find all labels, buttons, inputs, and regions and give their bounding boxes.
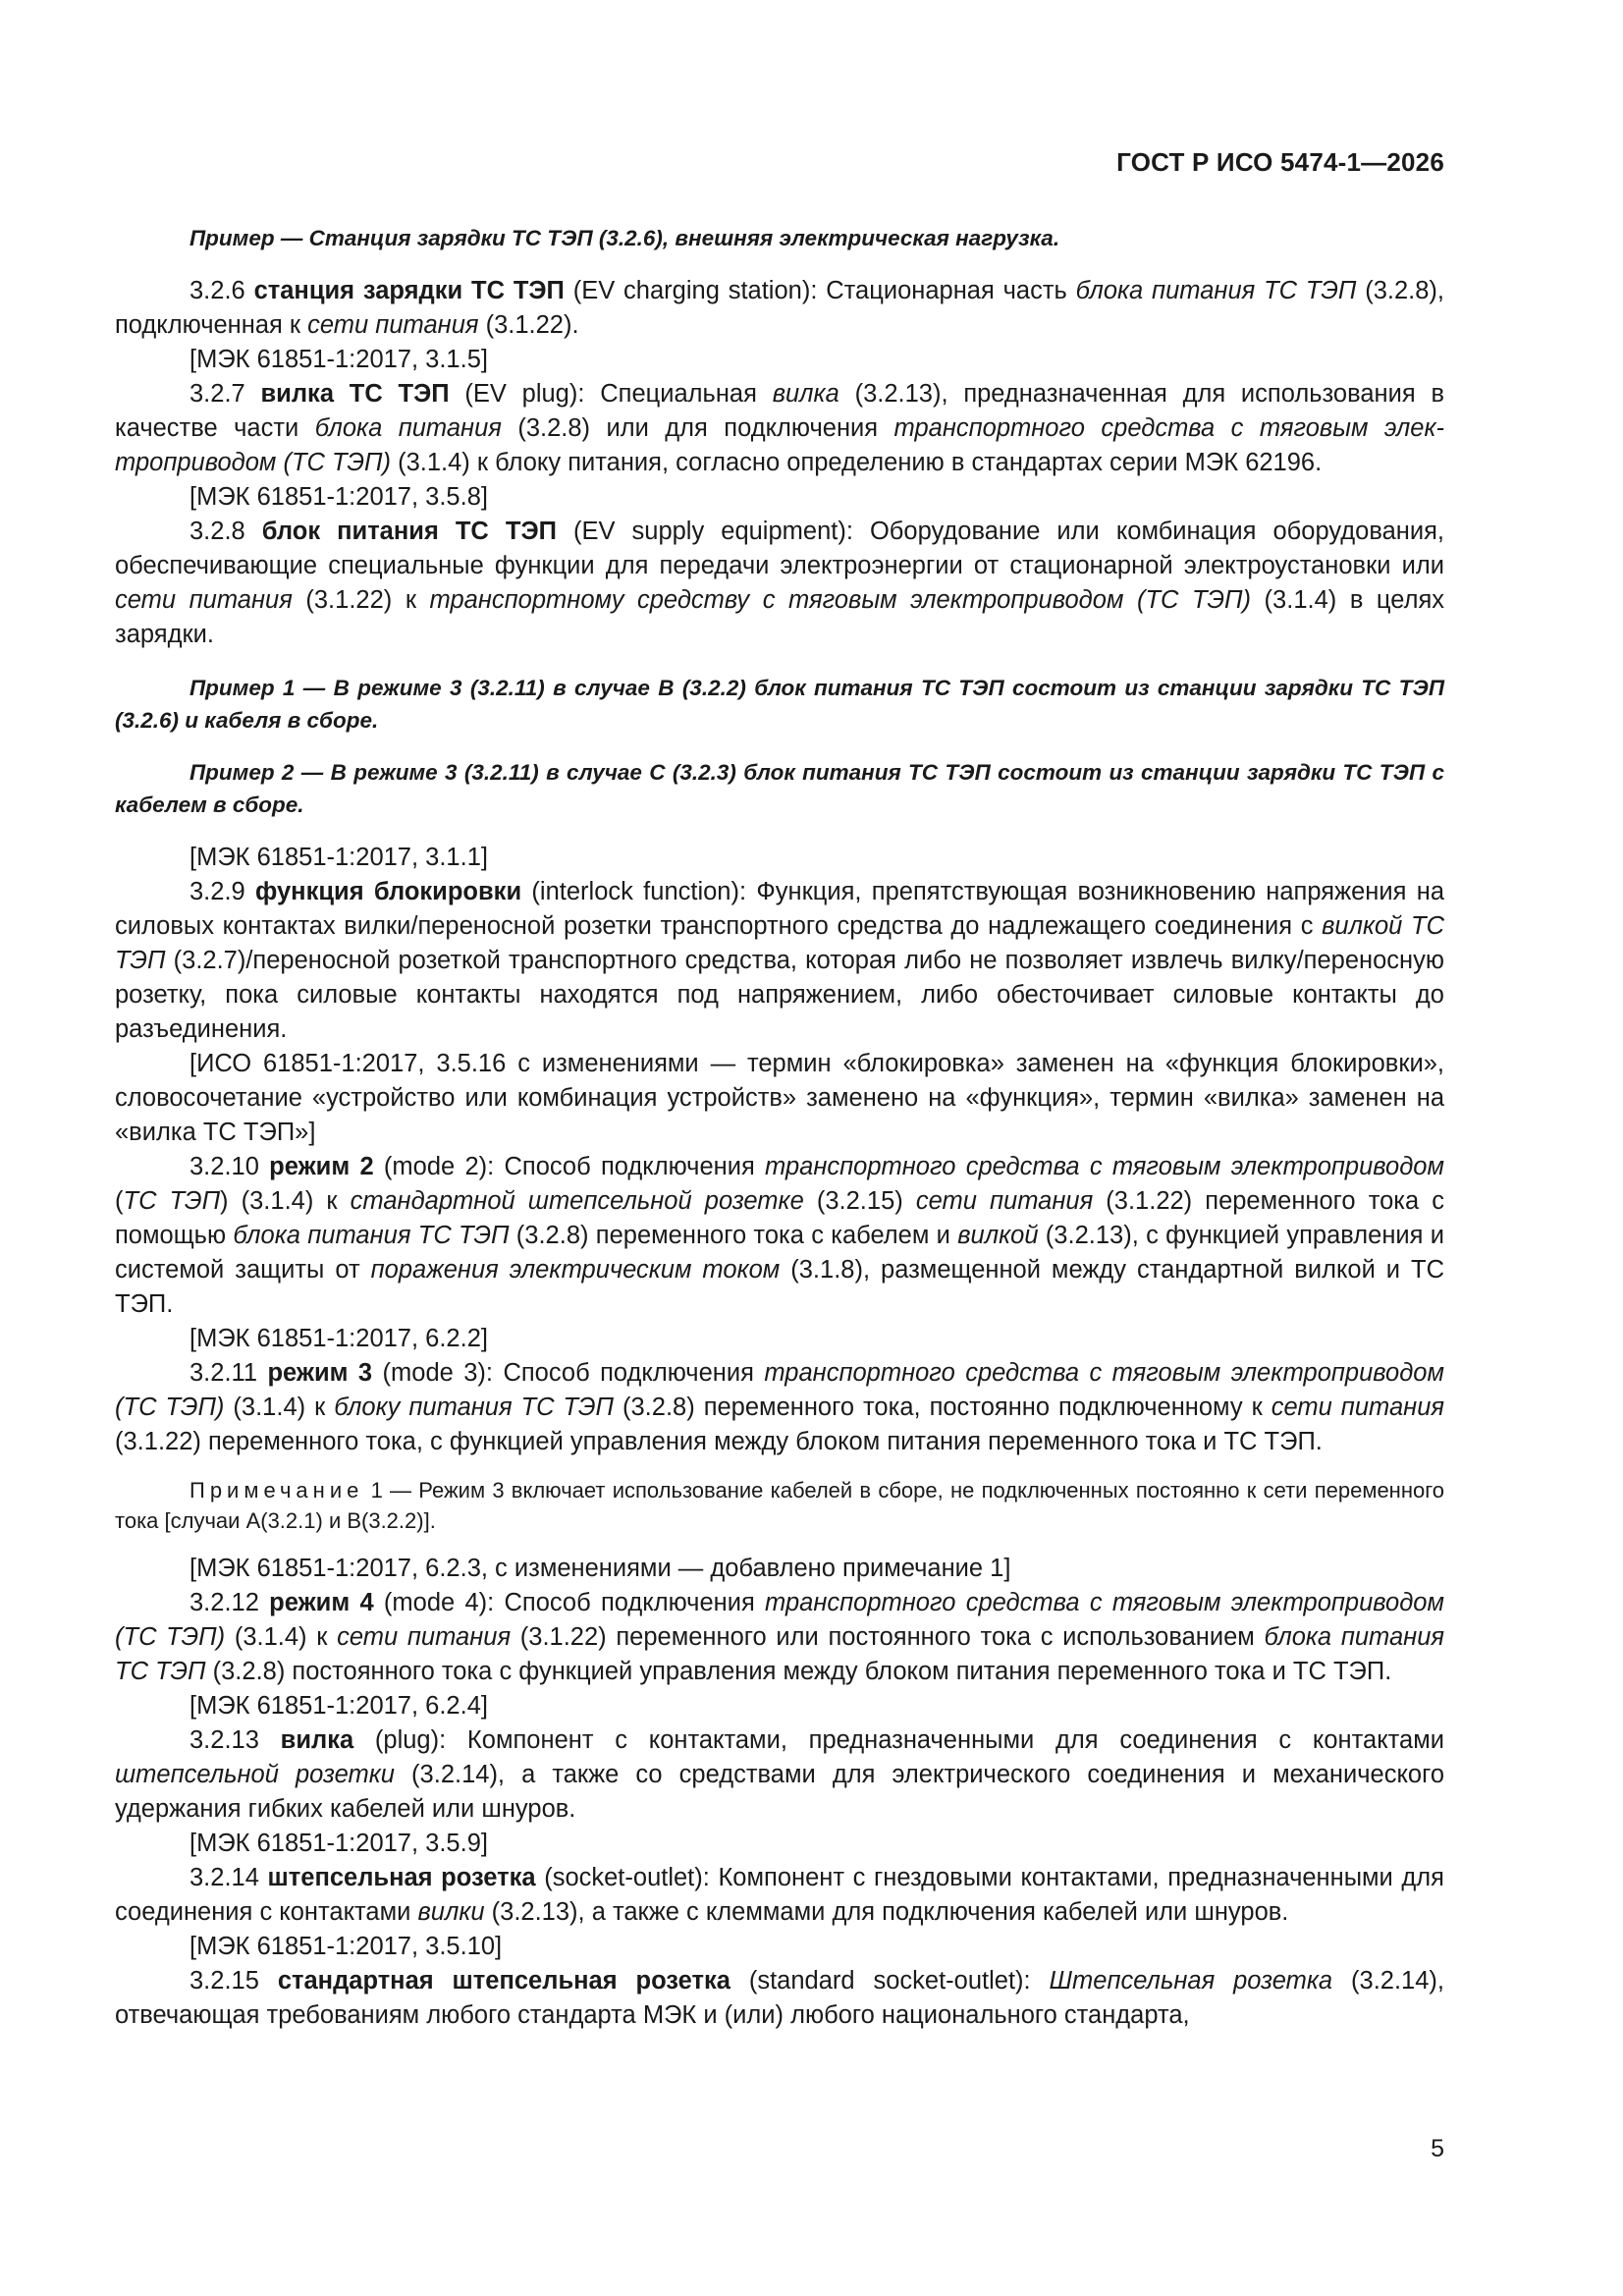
term-entry: 3.2.8 блок питания ТС ТЭП (EV supply equipment): Оборудование или комбинация оборудования, обеспечивающие специальные функции для передачи электроэнергии от стационарной электроустановки или сети питания (3.1.22) к транспортному средству с тяговым электроприводом (ТС ТЭП) (3.1.4) в целях зарядки. <box>115 518 1445 648</box>
example-note: Пример 2 — В режиме 3 (3.2.11) в случае С (3.2.3) блок питания ТС ТЭП состоит из станции зарядки ТС ТЭП с кабелем в сборе. <box>115 760 1444 817</box>
term-entry: 3.2.14 штепсельная розетка (socket-outlet): Компонент с гнездовыми контактами, предназначенными для соединения с контактами вилки (3.2.13), а также с клеммами для подключения кабелей или шнуров. <box>115 1864 1444 1926</box>
term-title: вилка <box>280 1726 354 1754</box>
term-entry: 3.2.11 режим 3 (mode 3): Способ подключения транспортного средства с тяговым электроприводом (ТС ТЭП) (3.1.4) к блоку питания ТС ТЭП (3.2.8) переменного тока, постоянно подключенному к сети питания (3.1.22) переменного тока, с функцией управления между блоком питания переменного тока и ТС ТЭП. <box>115 1359 1444 1455</box>
term-title: вилка ТС ТЭП <box>260 380 450 408</box>
term-source-reference: [МЭК 61851-1:2017, 3.1.5] <box>189 346 488 373</box>
term-title: станция зарядки ТС ТЭП <box>253 277 565 304</box>
term-number: 3.2.14 <box>189 1864 259 1891</box>
note-label: Примечание <box>189 1478 364 1503</box>
term-number: 3.2.12 <box>189 1589 259 1616</box>
term-number: 3.2.6 <box>189 277 245 304</box>
term-entry: 3.2.6 станция зарядки ТС ТЭП (EV charging station): Стационарная часть блока питания ТС ТЭП (3.2.8), подключенная к сети питания (3.1.22). <box>115 277 1445 339</box>
term-number: 3.2.10 <box>189 1153 259 1180</box>
note: Примечание 1 — Режим 3 включает использование кабелей в сборе, не подключенных постоянно к сети переменного тока [случаи А(3.2.1) и В(3.2.2)]. <box>115 1478 1444 1533</box>
term-title: функция блокировки <box>255 878 522 905</box>
term-title: режим 4 <box>269 1589 374 1616</box>
term-number: 3.2.7 <box>189 380 245 408</box>
term-entry: 3.2.12 режим 4 (mode 4): Способ подключения транспортного средства с тяговым электроприводом (ТС ТЭП) (3.1.4) к сети питания (3.1.22) переменного или постоянного тока с использованием блока питания ТС ТЭП (3.2.8) постоянного тока с функцией управления между блоком питания переменного тока и ТС ТЭП. <box>115 1589 1445 1685</box>
term-number: 3.2.11 <box>189 1359 258 1387</box>
term-entry: 3.2.9 функция блокировки (interlock function): Функция, препятствующая возникновению напряжения на силовых контактах вилки/переносной розетки транспортного средства до надлежащего соединения с вилкой ТС ТЭП (3.2.7)/переносной розеткой транспортного средства, которая либо не позволяет извлечь вилку/переносную розетку, пока силовые контакты находятся под напряжением, либо обесточивает силовые контакты до разъединения. <box>115 878 1445 1043</box>
example-note: Пример — Станция зарядки ТС ТЭП (3.2.6), внешняя электрическая нагрузка. <box>189 226 1060 250</box>
document-header: ГОСТ Р ИСО 5474-1—2026 <box>1116 147 1444 177</box>
term-title: блок питания ТС ТЭП <box>261 518 557 545</box>
term-title: режим 3 <box>267 1359 373 1387</box>
term-entry: 3.2.7 вилка ТС ТЭП (EV plug): Специальная вилка (3.2.13), предназначенная для использования в качестве части блока питания (3.2.8) или для подключения транспортного средства с тяговым электроприводом (ТС ТЭП) (3.1.4) к блоку питания, согласно определению в стандартах серии МЭК 62196. <box>115 380 1445 476</box>
term-entry: 3.2.13 вилка (plug): Компонент с контактами, предназначенными для соединения с контактами штепсельной розетки (3.2.14), а также со средствами для электрического соединения и механического удержания гибких кабелей или шнуров. <box>115 1726 1445 1823</box>
term-title: штепсельная розетка <box>267 1864 536 1891</box>
term-number: 3.2.9 <box>189 878 245 905</box>
term-title: стандартная штепсельная розетка <box>277 1967 730 1995</box>
term-number: 3.2.15 <box>189 1967 259 1995</box>
term-source-reference: [МЭК 61851-1:2017, 6.2.2] <box>189 1325 488 1352</box>
term-number: 3.2.13 <box>189 1726 259 1754</box>
term-source-reference: [МЭК 61851-1:2017, 3.5.8] <box>189 483 488 511</box>
document-body <box>115 224 1444 2033</box>
term-source-reference: [ИСО 61851-1:2017, 3.5.16 с изменениями — термин «блокировка» заменен на «функция блокировки», словосочетание «устройство или комбинация устройств» заменено на «функция», термин «вилка» заменен на «вилка ТС ТЭП»] <box>115 1050 1444 1146</box>
term-source-reference: [МЭК 61851-1:2017, 3.5.10] <box>189 1933 503 1960</box>
term-entry: 3.2.10 режим 2 (mode 2): Способ подключения транспортного средства с тяговым электроприводом (ТС ТЭП) (3.1.4) к стандартной штепсельной розетке (3.2.15) сети питания (3.1.22) переменного тока с помощью блока питания ТС ТЭП (3.2.8) переменного тока с кабелем и вилкой (3.2.13), с функцией управления и системой защиты от поражения электрическим током (3.1.8), размещенной между стандартной вилкой и ТС ТЭП. <box>115 1153 1445 1318</box>
term-source-reference: [МЭК 61851-1:2017, 6.2.4] <box>189 1692 488 1720</box>
example-note: Пример 1 — В режиме 3 (3.2.11) в случае В (3.2.2) блок питания ТС ТЭП состоит из станции зарядки ТС ТЭП (3.2.6) и кабеля в сборе. <box>115 676 1444 733</box>
term-entry: 3.2.15 стандартная штепсельная розетка (standard socket-outlet): Штепсельная розетка (3.2.14), отвечающая требованиям любого стандарта МЭК и (или) любого национального стандарта, <box>115 1967 1444 2029</box>
term-source-reference: [МЭК 61851-1:2017, 3.5.9] <box>189 1830 488 1857</box>
term-title: режим 2 <box>269 1153 374 1180</box>
term-source-reference: [МЭК 61851-1:2017, 6.2.3, с изменениями — добавлено примечание 1] <box>189 1555 1011 1582</box>
term-source-reference: [МЭК 61851-1:2017, 3.1.1] <box>189 844 488 871</box>
term-number: 3.2.8 <box>189 518 245 545</box>
page-number: 5 <box>1431 2135 1444 2162</box>
